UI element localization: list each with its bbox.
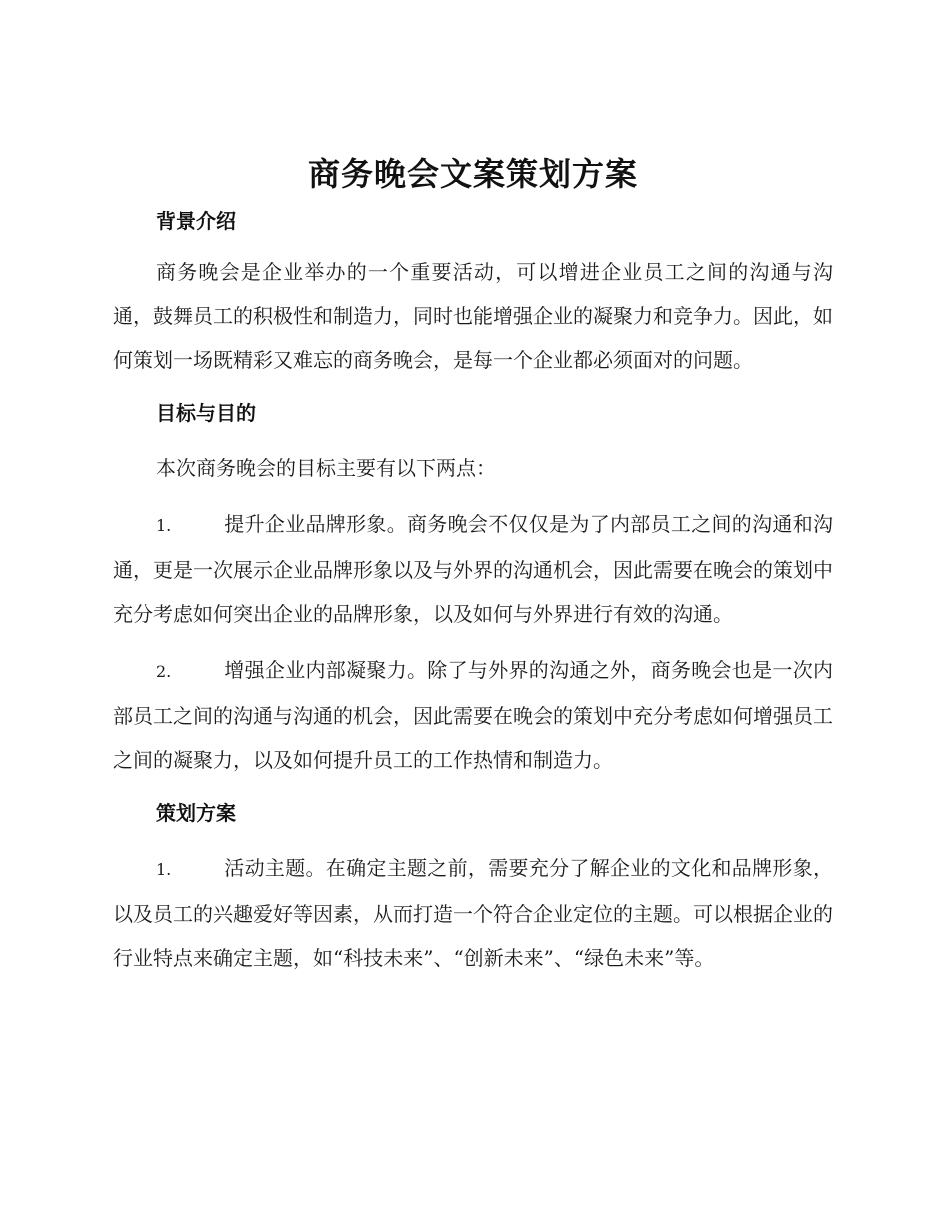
list-item-text: 提升企业品牌形象。商务晚会不仅仅是为了内部员工之间的沟通和沟通，更是一次展示企业品牌形象以及与外界的沟通机会，因此需要在晚会的策划中充分考虑如何突出企业的品牌形象，以及如何与外界进行有效的沟通。	[113, 512, 833, 626]
goals-intro-paragraph: 本次商务晚会的目标主要有以下两点：	[156, 456, 496, 480]
list-number: 1.	[156, 516, 172, 535]
document-page	[113, 150, 833, 980]
list-number: 2.	[156, 662, 172, 681]
document-title: 商务晚会文案策划方案	[307, 155, 638, 193]
section-heading-goals: 目标与目的	[156, 401, 256, 425]
section-heading-background: 背景介绍	[156, 209, 236, 233]
section-heading-plan: 策划方案	[156, 801, 236, 825]
goal-item-1	[113, 502, 833, 636]
list-item-text: 活动主题。在确定主题之前，需要充分了解企业的文化和品牌形象，以及员工的兴趣爱好等因素，从而打造一个符合企业定位的主题。可以根据企业的行业特点来确定主题，如“科技未来”、“创新未来”、“绿色未来”等。	[113, 856, 833, 970]
list-number: 1.	[156, 860, 172, 879]
plan-item-1	[113, 846, 833, 980]
goal-item-2	[113, 648, 833, 782]
list-item-text: 增强企业内部凝聚力。除了与外界的沟通之外，商务晚会也是一次内部员工之间的沟通与沟通的机会，因此需要在晚会的策划中充分考虑如何增强员工之间的凝聚力，以及如何提升员工的工作热情和制造力。	[113, 658, 833, 772]
background-paragraph: 商务晚会是企业举办的一个重要活动，可以增进企业员工之间的沟通与沟通，鼓舞员工的积极性和制造力，同时也能增强企业的凝聚力和竞争力。因此，如何策划一场既精彩又难忘的商务晚会，是每一个企业都必须面对的问题。	[113, 260, 833, 372]
